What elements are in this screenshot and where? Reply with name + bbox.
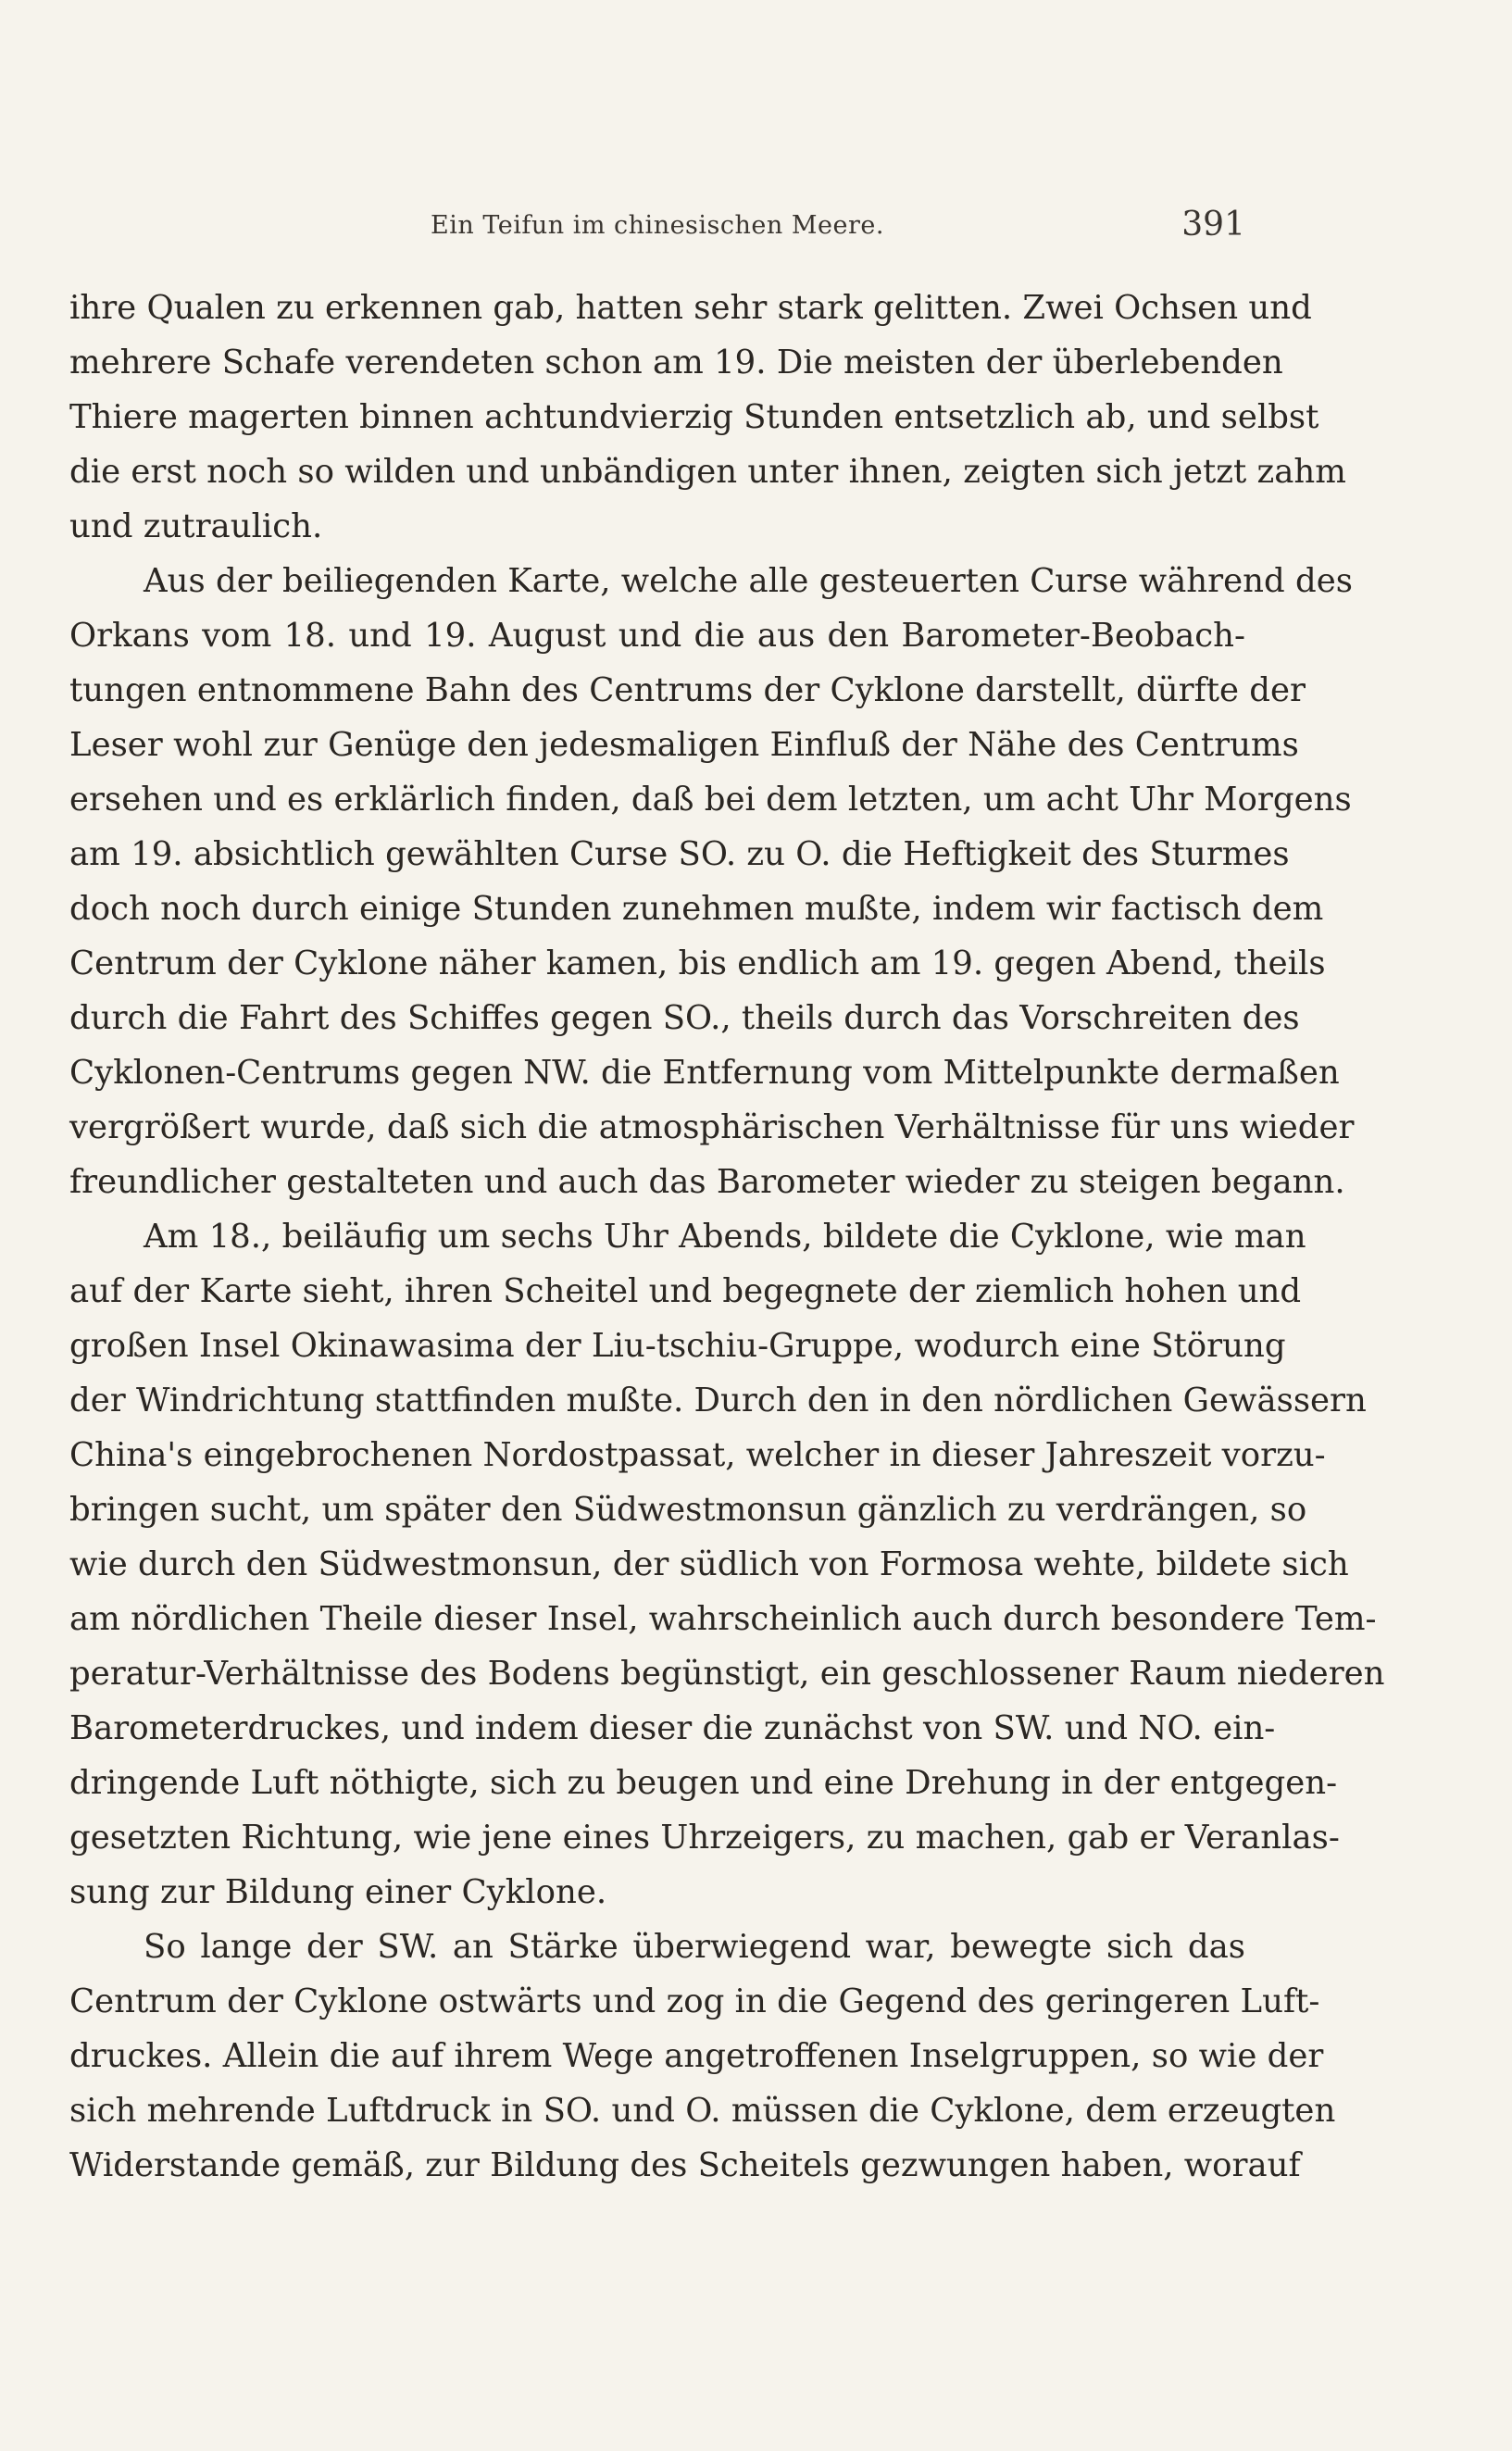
running-head [69, 202, 1245, 248]
text-line: die erst noch so wilden und unbändigen unter ihnen, zeigten sich jetzt zahm [69, 453, 1346, 491]
page-number: 391 [1181, 206, 1245, 244]
text-line: Orkans vom 18. und 19. August und die aus den Barometer-Beobach- [69, 617, 1245, 655]
text-line: gesetzten Richtung, wie jene eines Uhrzeigers, zu machen, gab er Veranlas- [69, 1819, 1340, 1857]
text-line: bringen sucht, um später den Südwestmonsun gänzlich zu verdrängen, so [69, 1491, 1307, 1529]
text-line: und zutraulich. [69, 507, 323, 545]
text-line: wie durch den Südwestmonsun, der südlich von Formosa wehte, bildete sich [69, 1545, 1349, 1583]
text-line: ihre Qualen zu erkennen gab, hatten sehr stark gelitten. Zwei Ochsen und [69, 289, 1312, 327]
text-line: freundlicher gestalteten und auch das Barometer wieder zu steigen begann. [69, 1163, 1345, 1201]
text-line: großen Insel Okinawasima der Liu-tschiu-Gruppe, wodurch eine Störung [69, 1327, 1286, 1365]
text-line: vergrößert wurde, daß sich die atmosphärischen Verhältnisse für uns wieder [69, 1108, 1355, 1146]
text-line: durch die Fahrt des Schiffes gegen SO., theils durch das Vorschreiten des [69, 999, 1300, 1037]
text-line: dringende Luft nöthigte, sich zu beugen und eine Drehung in der entgegen- [69, 1764, 1338, 1802]
text-line: So lange der SW. an Stärke überwiegend war, bewegte sich das [144, 1928, 1245, 1966]
text-line: mehrere Schafe verendeten schon am 19. Die meisten der überlebenden [69, 344, 1283, 381]
text-line: am nördlichen Theile dieser Insel, wahrscheinlich auch durch besondere Tem- [69, 1600, 1377, 1638]
text-line: Am 18., beiläufig um sechs Uhr Abends, bildete die Cyklone, wie man [144, 1218, 1306, 1256]
text-line: Centrum der Cyklone näher kamen, bis endlich am 19. gegen Abend, theils [69, 944, 1326, 982]
text-line: doch noch durch einige Stunden zunehmen mußte, indem wir factisch dem [69, 890, 1324, 928]
text-line: China's eingebrochenen Nordostpassat, welcher in dieser Jahreszeit vorzu- [69, 1436, 1326, 1474]
text-line: Centrum der Cyklone ostwärts und zog in die Gegend des geringeren Luft- [69, 1982, 1320, 2020]
text-line: druckes. Allein die auf ihrem Wege angetroffenen Inselgruppen, so wie der [69, 2037, 1324, 2075]
text-line: auf der Karte sieht, ihren Scheitel und begegnete der ziemlich hohen und [69, 1272, 1302, 1310]
text-line: sich mehrende Luftdruck in SO. und O. müssen die Cyklone, dem erzeugten [69, 2092, 1336, 2130]
text-line: tungen entnommene Bahn des Centrums der Cyklone darstellt, dürfte der [69, 671, 1306, 709]
text-line: Barometerdruckes, und indem dieser die zunächst von SW. und NO. ein- [69, 1709, 1276, 1747]
text-line: ersehen und es erklärlich finden, daß bei dem letzten, um acht Uhr Morgens [69, 781, 1352, 819]
body-text [69, 281, 1385, 2193]
text-line: sung zur Bildung einer Cyklone. [69, 1873, 607, 1911]
text-line: peratur-Verhältnisse des Bodens begünstigt, ein geschlossener Raum niederen [69, 1655, 1385, 1693]
text-line: Leser wohl zur Genüge den jedesmaligen Einfluß der Nähe des Centrums [69, 726, 1299, 764]
running-title: Ein Teifun im chinesischen Meere. [431, 211, 884, 240]
text-line: der Windrichtung stattfinden mußte. Durch den in den nördlichen Gewässern [69, 1382, 1367, 1419]
text-line: am 19. absichtlich gewählten Curse SO. zu O. die Heftigkeit des Sturmes [69, 835, 1290, 873]
text-line: Widerstande gemäß, zur Bildung des Scheitels gezwungen haben, worauf [69, 2146, 1301, 2184]
text-line: Thiere magerten binnen achtundvierzig Stunden entsetzlich ab, und selbst [69, 398, 1319, 436]
text-line: Aus der beiliegenden Karte, welche alle gesteuerten Curse während des [144, 562, 1353, 600]
text-line: Cyklonen-Centrums gegen NW. die Entfernung vom Mittelpunkte dermaßen [69, 1054, 1340, 1092]
